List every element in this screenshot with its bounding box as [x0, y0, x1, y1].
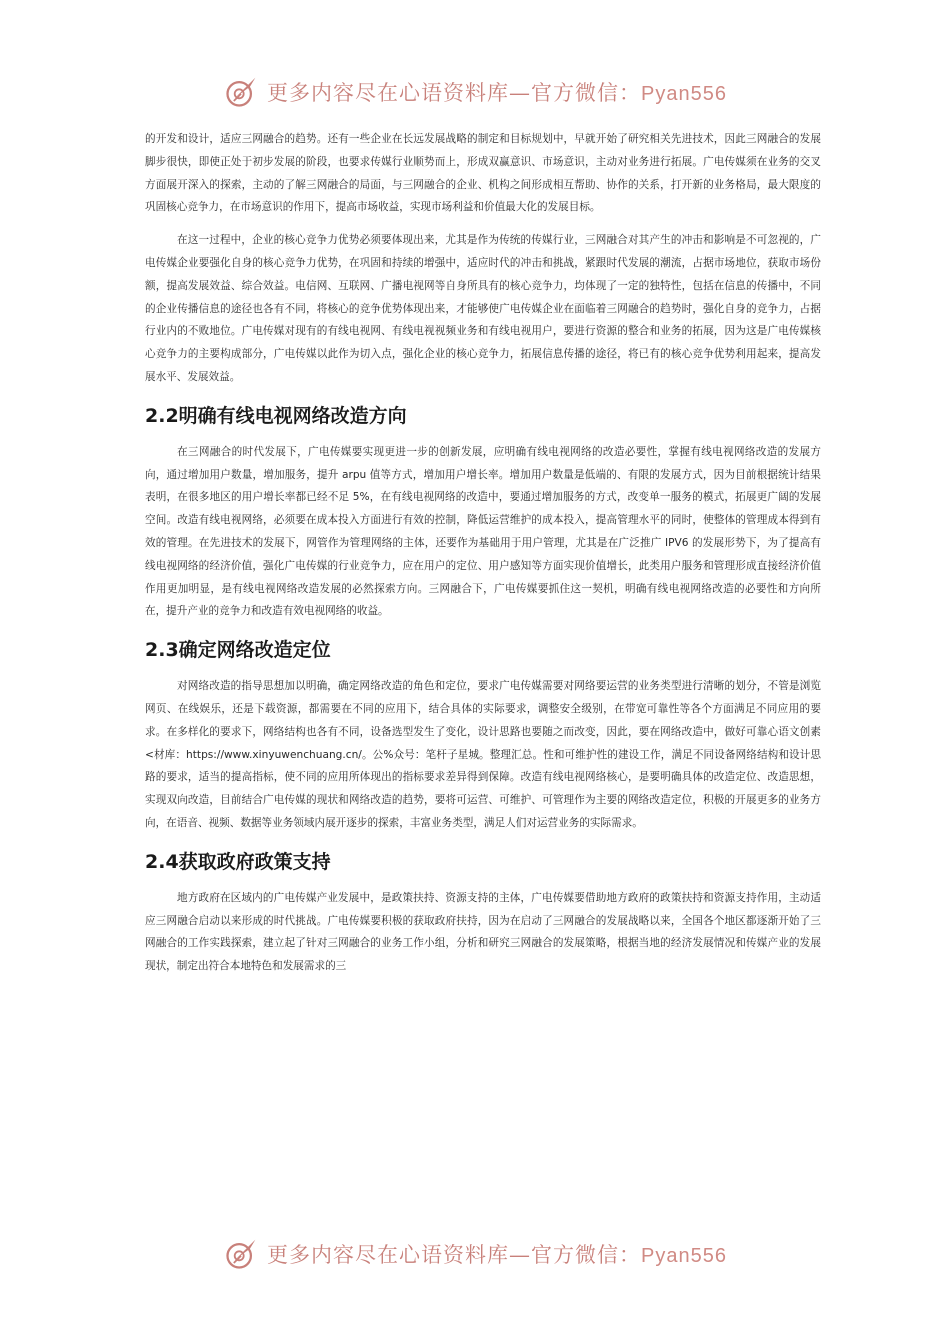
- watermark-separator: —: [509, 81, 532, 105]
- section-heading-2-3: 2.3确定网络改造定位: [145, 639, 331, 662]
- paragraph-section-2-2: 在三网融合的时代发展下，广电传媒要实现更进一步的创新发展，应明确有线电视网络的改造必要性，掌握有线电视网络改造的发展方向，通过增加用户数量，增加服务，提升 arpu 值等方式，增加用户增长率。增加用户数量是低端的、有限的发展方式，因为目前根据统计结果表明，在很多地区的用户增长率都已经不足 5%，在有线电视网络的改造中，要通过增加服务的方式，改变单一服务的模式，拓展更广阔的发展空间。改造有线电视网络，必须要在成本投入方面进行有效的控制，降低运营维护的成本投入，提高管理水平的同时，使整体的管理成本得到有效的管理。在先进技术的发展下，网管作为管理网络的主体，还要作为基础用于用户管理，尤其是在广泛推广 IPV6 的发展形势下，为了提高有线电视网络的经济价值，强化广电传媒的行业竞争力，应在用户的定位、用户感知等方面实现价值增长，此类用户服务和管理形成直接经济价值作用更加明显，是有线电视网络改造发展的必然探索方向。三网融合下，广电传媒要抓住这一契机，明确有线电视网络改造的必要性和方向所在，提升产业的竞争力和改造有效电视网络的收益。: [145, 445, 821, 618]
- watermark-footer: [0, 1232, 950, 1276]
- watermark-text: [267, 1239, 727, 1269]
- watermark-wechat-id: Pyan556: [641, 1245, 727, 1267]
- paragraph-section-2-4: 地方政府在区域内的广电传媒产业发展中，是政策扶持、资源支持的主体，广电传媒要借助地方政府的政策扶持和资源支持作用，主动适应三网融合启动以来形成的时代挑战。广电传媒要积极的获取政府扶持，因为在启动了三网融合的发展战略以来，全国各个地区都逐渐开始了三网融合的工作实践探索，建立起了针对三网融合的业务工作小组，分析和研究三网融合的发展策略，根据当地的经济发展情况和传媒产业的发展现状，制定出符合本地特色和发展需求的三: [145, 891, 821, 973]
- quill-logo-icon: [223, 74, 259, 110]
- watermark-separator: —: [509, 1243, 532, 1267]
- document-body: [145, 128, 821, 988]
- watermark-text: [267, 77, 727, 107]
- watermark-wechat-id: Pyan556: [641, 83, 727, 105]
- watermark-site-name: 更多内容尽在心语资料库: [267, 81, 510, 105]
- quill-logo-icon: [223, 1236, 259, 1272]
- watermark-site-name: 更多内容尽在心语资料库: [267, 1243, 510, 1267]
- watermark-official-label: 官方微信：: [531, 81, 642, 105]
- section-heading-2-2: 2.2明确有线电视网络改造方向: [145, 404, 407, 427]
- paragraph-section-2-3: 对网络改造的指导思想加以明确，确定网络改造的角色和定位，要求广电传媒需要对网络要运营的业务类型进行清晰的划分，不管是浏览网页、在线娱乐，还是下载资源，都需要在不同的应用下，结合具体的实际要求，调整安全级别，在带宽可靠性等各个方面满足不同应用的要求。在多样化的要求下，网络结构也各有不同，设备选型发生了变化，设计思路也要随之而改变，因此，要在网络改造中，做好可靠心语文创素<材库：https://www.xinyuwenchuang.cn/。公%众号：笔杆子星城。整理汇总。性和可维护性的建设工作，满足不同设备网络结构和设计思路的要求，适当的提高指标，使不同的应用所体现出的指标要求差异得到保障。改造有线电视网络核心，是要明确具体的改造定位、改造思想，实现双向改造，目前结合广电传媒的现状和网络改造的趋势，要将可运营、可维护、可管理作为主要的网络改造定位，积极的开展更多的业务方向，在语音、视频、数据等业务领域内展开逐步的探索，丰富业务类型，满足人们对运营业务的实际需求。: [145, 680, 821, 829]
- section-heading-2-4: 2.4获取政府政策支持: [145, 850, 331, 873]
- watermark-official-label: 官方微信：: [531, 1243, 642, 1267]
- watermark-header: [0, 70, 950, 114]
- paragraph-continuation: 的开发和设计，适应三网融合的趋势。还有一些企业在长远发展战略的制定和目标规划中，早就开始了研究相关先进技术，因此三网融合的发展脚步很快，即使正处于初步发展的阶段，也要求传媒行业顺势而上，形成双赢意识、市场意识，主动对业务进行拓展。广电传媒须在业务的交叉方面展开深入的探索，主动的了解三网融合的局面，与三网融合的企业、机构之间形成相互帮助、协作的关系，打开新的业务格局，最大限度的巩固核心竞争力，在市场意识的作用下，提高市场收益，实现市场利益和价值最大化的发展目标。: [145, 133, 821, 214]
- paragraph-core-competitiveness: 在这一过程中，企业的核心竞争力优势必须要体现出来，尤其是作为传统的传媒行业，三网融合对其产生的冲击和影响是不可忽视的，广电传媒企业要强化自身的核心竞争力优势，在巩固和持续的增强中，适应时代的冲击和挑战，紧跟时代发展的潮流，占据市场地位，获取市场份额，提高发展效益、综合效益。电信网、互联网、广播电视网等自身所具有的核心竞争力，均体现了一定的独特性，包括在信息的传播中，不同的企业传播信息的途径也各有不同，将核心的竞争优势体现出来，才能够使广电传媒企业在面临着三网融合的趋势时，强化自身的竞争力，占据行业内的不败地位。广电传媒对现有的有线电视网、有线电视视频业务和有线电视用户，要进行资源的整合和业务的拓展，因为这是广电传媒核心竞争力的主要构成部分，广电传媒以此作为切入点，强化企业的核心竞争力，拓展信息传播的途径，将已有的核心竞争优势利用起来，提高发展水平、发展效益。: [145, 234, 821, 383]
